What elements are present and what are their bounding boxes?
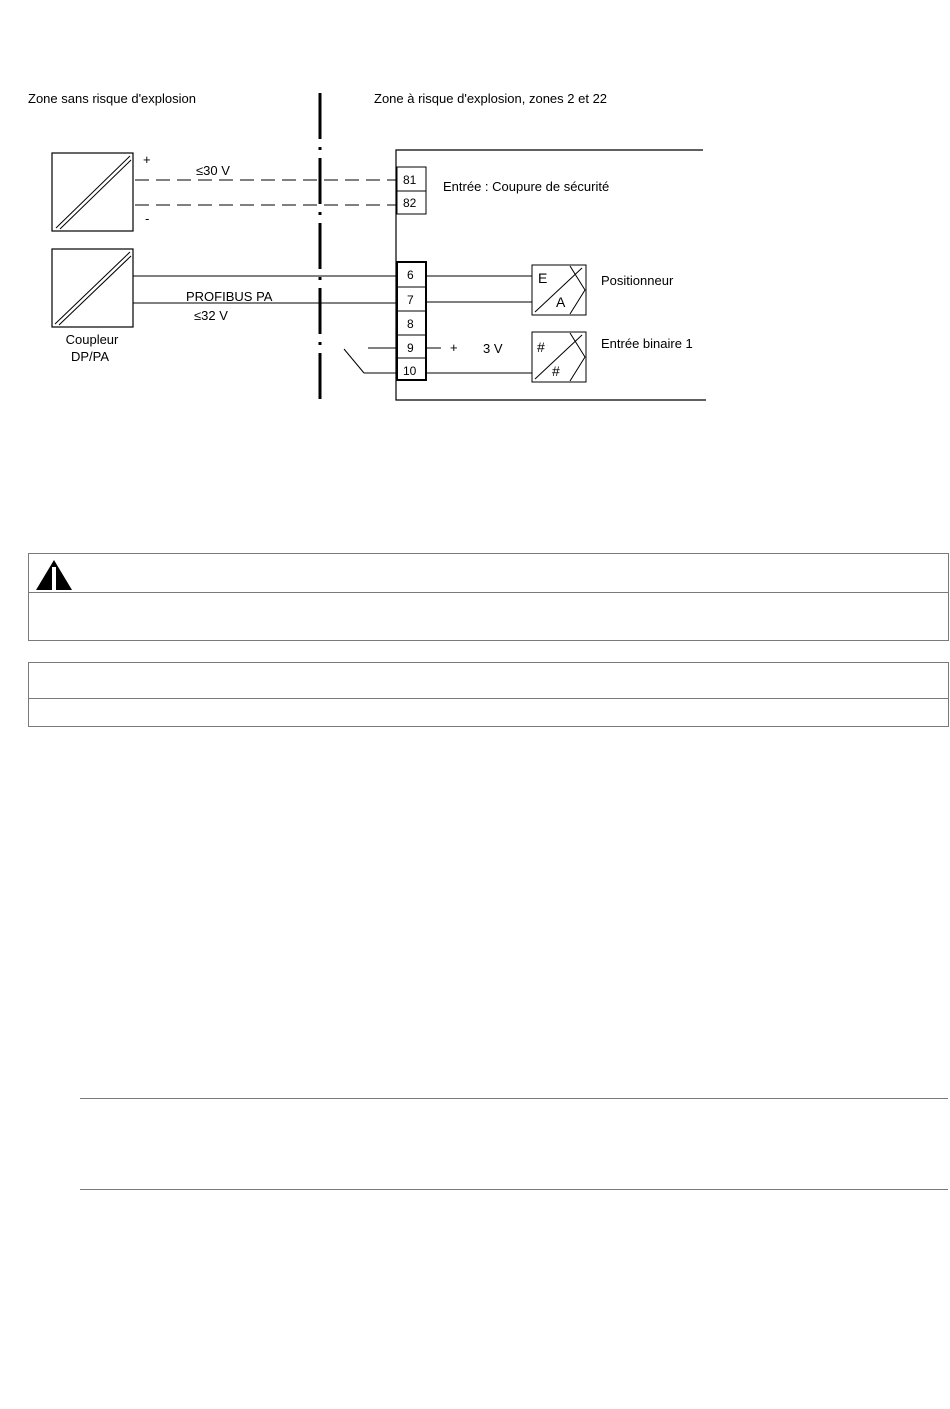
terminal-6: 6 (407, 268, 414, 282)
supply-minus-sign: - (145, 211, 150, 226)
terminal-9: 9 (407, 341, 414, 355)
binary-symbol-top: # (537, 339, 545, 355)
coupler-label-line2: DP/PA (70, 349, 110, 364)
binary-input-label: Entrée binaire 1 (601, 336, 693, 351)
binary-symbol-bottom: # (552, 363, 560, 379)
terminal-10: 10 (403, 364, 417, 378)
warning-icon (35, 559, 73, 591)
wiring-diagram (0, 0, 950, 420)
warning-notice-box (28, 553, 949, 641)
supply-voltage-label: ≤30 V (196, 163, 230, 178)
safe-zone-label: Zone sans risque d'explosion (28, 91, 196, 106)
section-rule-bottom (80, 1189, 948, 1190)
hazard-zone-label: Zone à risque d'explosion, zones 2 et 22 (374, 91, 608, 106)
binary-contact-switch (344, 348, 397, 373)
terminal-82: 82 (403, 196, 417, 210)
positioner-symbol-bottom: A (556, 294, 566, 310)
positioner-symbol-top: E (538, 270, 548, 286)
coupler-label-line1: Coupleur (65, 332, 119, 347)
bus-voltage-label: ≤32 V (194, 308, 228, 323)
positioner-label: Positionneur (601, 273, 674, 288)
terminal-81: 81 (403, 173, 417, 187)
binary-plus-sign: + (450, 340, 458, 355)
bus-name-label: PROFIBUS PA (186, 289, 273, 304)
coupler-block (52, 249, 133, 327)
supply-source-block (52, 153, 133, 231)
terminal-8: 8 (407, 317, 414, 331)
section-rule-top (80, 1098, 948, 1099)
note-box (28, 662, 949, 727)
supply-plus-sign: + (143, 152, 151, 167)
binary-voltage-label: 3 V (483, 341, 503, 356)
terminal-7: 7 (407, 293, 414, 307)
safety-input-label: Entrée : Coupure de sécurité (443, 179, 610, 194)
